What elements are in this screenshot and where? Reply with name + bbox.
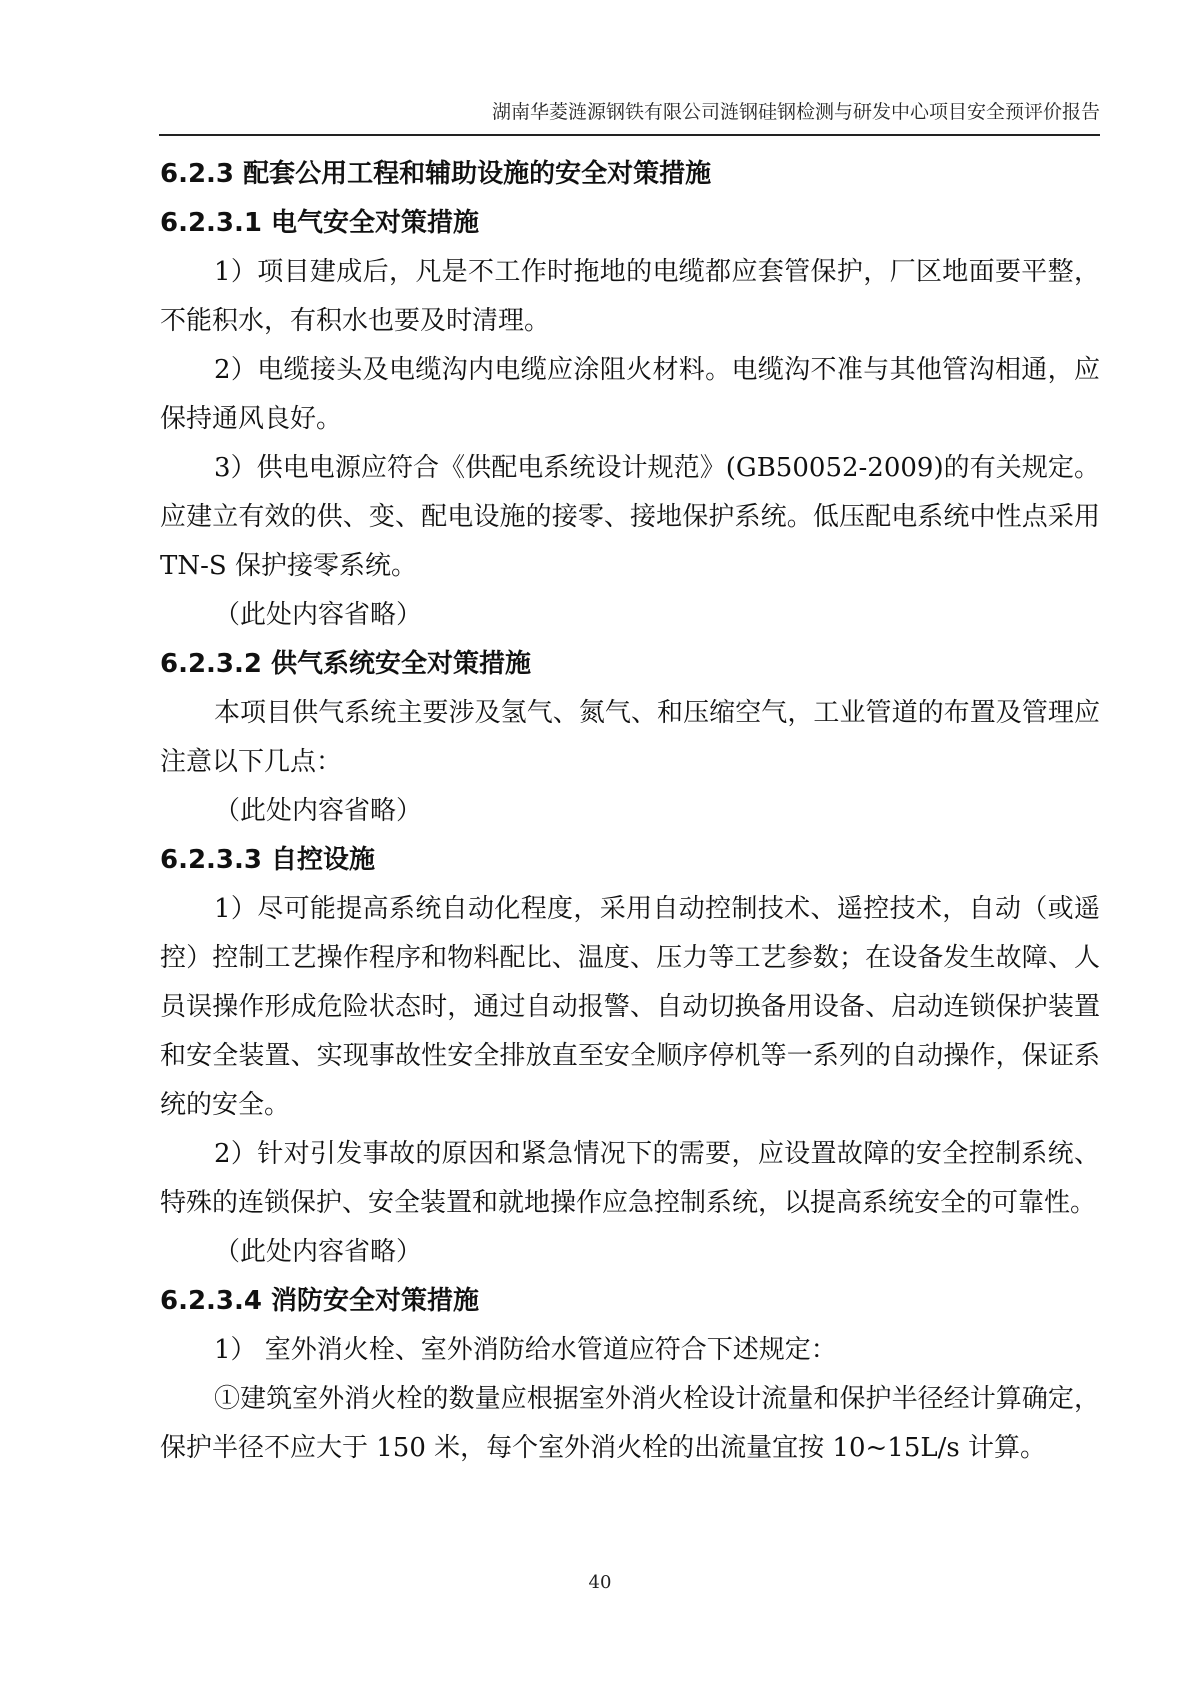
section-heading-6-2-3-3: 6.2.3.3 自控设施	[160, 845, 376, 875]
paragraph: 本项目供气系统主要涉及氢气、氮气、和压缩空气，工业管道的布置及管理应注意以下几点：	[160, 698, 1100, 777]
paragraph: 2）针对引发事故的原因和紧急情况下的需要，应设置故障的安全控制系统、特殊的连锁保护、安全装置和就地操作应急控制系统，以提高系统安全的可靠性。	[160, 1139, 1100, 1218]
paragraph: 1）尽可能提高系统自动化程度，采用自动控制技术、遥控技术，自动（或遥控）控制工艺操作程序和物料配比、温度、压力等工艺参数；在设备发生故障、人员误操作形成危险状态时，通过自动报警、自动切换备用设备、启动连锁保护装置和安全装置、实现事故性安全排放直至安全顺序停机等一系列的自动操作，保证系统的安全。	[160, 894, 1100, 1120]
omitted-content-note: （此处内容省略）	[214, 796, 423, 826]
omitted-content-note: （此处内容省略）	[214, 600, 423, 630]
section-heading-6-2-3: 6.2.3 配套公用工程和辅助设施的安全对策措施	[160, 159, 712, 189]
section-heading-6-2-3-1: 6.2.3.1 电气安全对策措施	[160, 208, 480, 238]
paragraph: 2）电缆接头及电缆沟内电缆应涂阻火材料。电缆沟不准与其他管沟相通，应保持通风良好。	[160, 355, 1100, 434]
page-number: 40	[588, 1572, 612, 1593]
section-heading-6-2-3-4: 6.2.3.4 消防安全对策措施	[160, 1286, 480, 1316]
page-body	[160, 150, 1100, 1473]
paragraph: 3）供电电源应符合《供配电系统设计规范》(GB50052-2009)的有关规定。应建立有效的供、变、配电设施的接零、接地保护系统。低压配电系统中性点采用 TN-S 保护接零系统。	[160, 453, 1100, 581]
paragraph: 1） 室外消火栓、室外消防给水管道应符合下述规定：	[214, 1335, 837, 1365]
running-header: 湖南华菱涟源钢铁有限公司涟钢硅钢检测与研发中心项目安全预评价报告	[491, 101, 1100, 123]
section-heading-6-2-3-2: 6.2.3.2 供气系统安全对策措施	[160, 649, 532, 679]
paragraph: 1）项目建成后，凡是不工作时拖地的电缆都应套管保护，厂区地面要平整，不能积水，有积水也要及时清理。	[160, 257, 1100, 336]
header-divider	[159, 134, 1100, 136]
omitted-content-note: （此处内容省略）	[214, 1237, 423, 1267]
paragraph: ①建筑室外消火栓的数量应根据室外消火栓设计流量和保护半径经计算确定，保护半径不应大于 150 米，每个室外消火栓的出流量宜按 10~15L/s 计算。	[160, 1384, 1100, 1463]
